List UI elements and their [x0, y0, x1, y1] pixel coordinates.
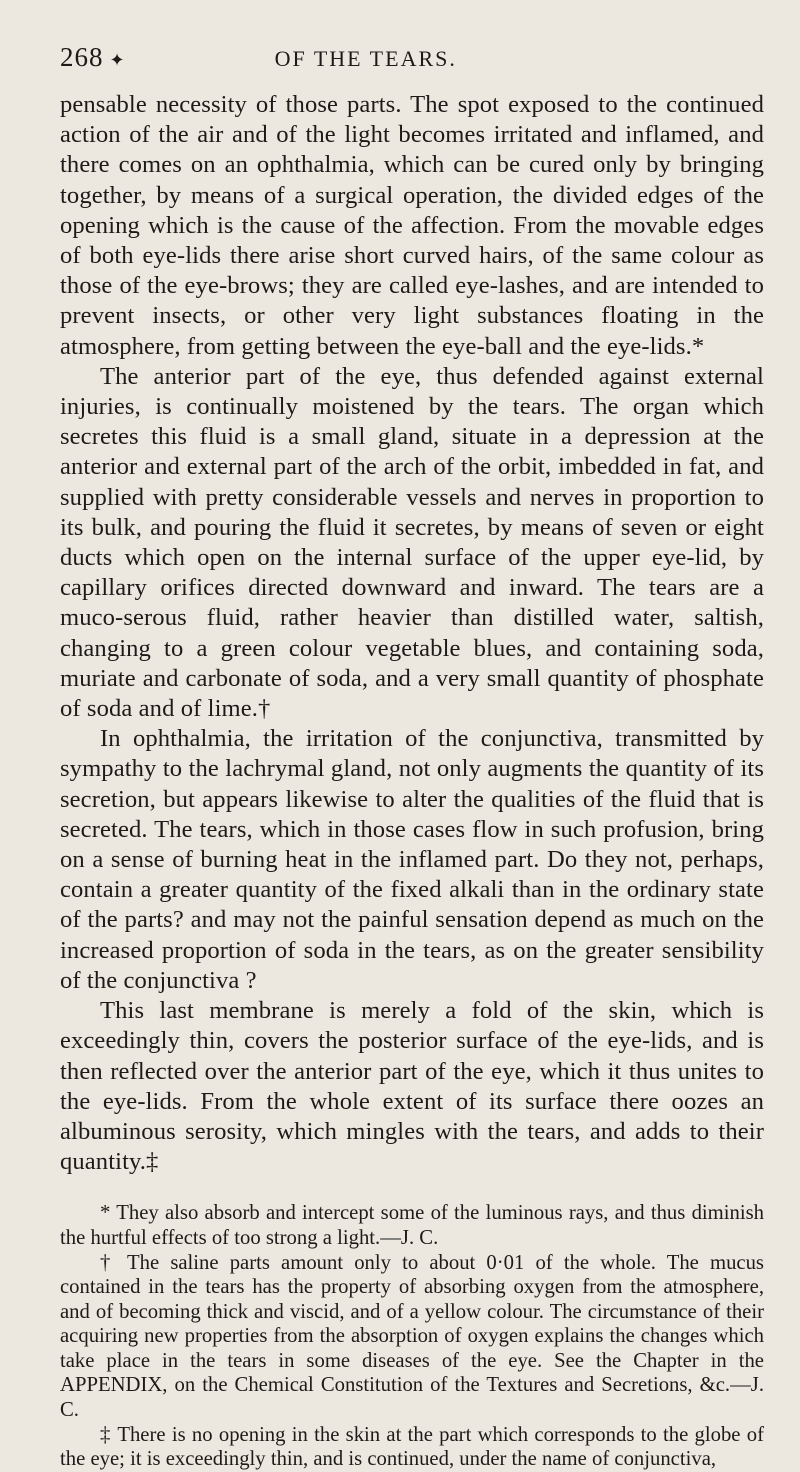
footnotes	[60, 1201, 764, 1472]
page-number: 268	[60, 42, 104, 72]
footnote: † The saline parts amount only to about 0·01 of the whole. The mucus contained in the tears has the property of absorbing oxygen from the atmosphere, and of becoming thick and viscid, and of a yellow colour. The circumstance of their acquiring new properties from the absorption of oxygen explains the changes which take place in the tears in some diseases of the eye. See the Chapter in the APPENDIX, on the Chemical Constitution of the Textures and Secretions, &c.—J. C.	[60, 1251, 764, 1422]
main-text	[60, 90, 764, 1177]
paragraph: The anterior part of the eye, thus defended against external injuries, is continually moistened by the tears. The organ which secretes this fluid is a small gland, situate in a depression at the anterior and external part of the arch of the orbit, imbedded in fat, and supplied with pretty considerable vessels and nerves in proportion to its bulk, and pouring the fluid it secretes, by means of seven or eight ducts which open on the internal surface of the upper eye-lid, by capillary orifices directed downward and inward. The tears are a muco-serous fluid, rather heavier than distilled water, saltish, changing to a green colour vegetable blues, and containing soda, muriate and carbonate of soda, and a very small quantity of phosphate of soda and of lime.†	[60, 362, 764, 723]
printer-mark-icon: ✦	[109, 50, 125, 70]
paragraph: This last membrane is merely a fold of the skin, which is exceedingly thin, covers the posterior surface of the eye-lids, and is then reflected over the anterior part of the eye, which it thus unites to the eye-lids. From the whole extent of its surface there oozes an albuminous serosity, which mingles with the tears, and adds to their quantity.‡	[60, 997, 764, 1176]
paragraph: In ophthalmia, the irritation of the conjunctiva, transmitted by sympathy to the lachrymal gland, not only augments the quantity of its secretion, but appears likewise to alter the qualities of the fluid that is secreted. The tears, which in those cases flow in such profusion, bring on a sense of burning heat in the inflamed part. Do they not, perhaps, contain a greater quantity of the fixed alkali than in the ordinary state of the parts? and may not the painful sensation depend as much on the increased proportion of soda in the tears, as on the greater sensibility of the conjunctiva ?	[60, 725, 764, 994]
paragraph: pensable necessity of those parts. The spot exposed to the continued action of the air and of the light becomes irritated and inflamed, and there comes on an ophthalmia, which can be cured only by bringing together, by means of a surgical operation, the divided edges of the opening which is the cause of the affection. From the movable edges of both eye-lids there arise short curved hairs, of the same colour as those of the eye-brows; they are called eye-lashes, and are intended to prevent insects, or other very light substances floating in the atmosphere, from getting between the eye-ball and the eye-lids.*	[60, 91, 764, 360]
running-title: OF THE TEARS.	[274, 46, 457, 71]
footnote: ‡ There is no opening in the skin at the part which corresponds to the globe of the eye; it is exceedingly thin, and is continued, under the name of conjunctiva,	[60, 1423, 764, 1471]
footnote: * They also absorb and intercept some of the luminous rays, and thus diminish the hurtful effects of too strong a light.—J. C.	[60, 1202, 764, 1249]
running-header	[60, 42, 764, 80]
